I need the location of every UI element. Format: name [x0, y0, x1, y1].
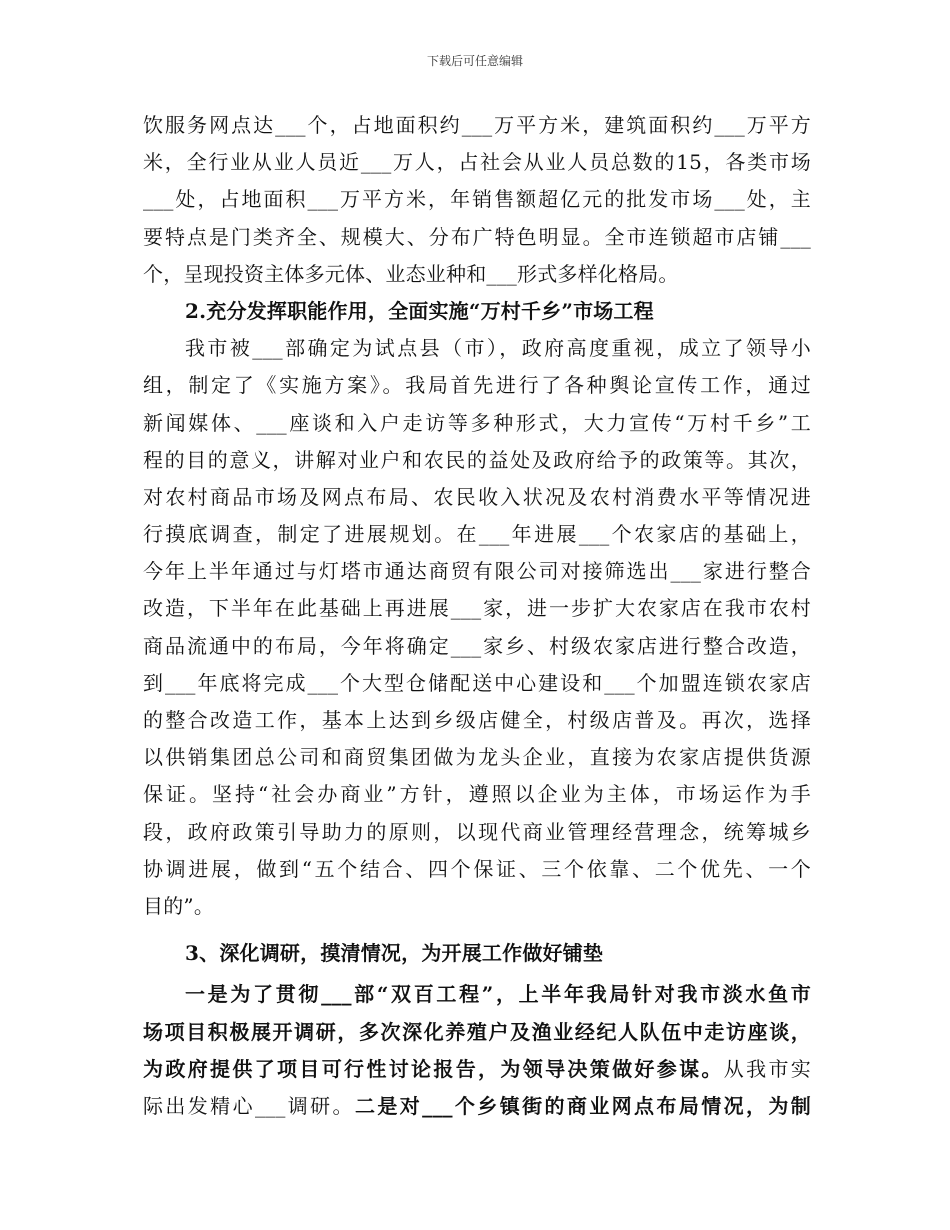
body-line: 组，制定了《实施方案》。我局首先进行了各种舆论宣传工作，通过 [143, 373, 811, 398]
body-line: 我市被___部确定为试点县（市），政府高度重视，成立了领导小 [185, 336, 811, 361]
page-header: 下载后可任意编辑 [426, 54, 523, 68]
body-line: 程的目的意义，讲解对业户和农民的益处及政府给予的政策等。其次， [143, 447, 811, 472]
normal-segment: 际出发精心___调研。 [143, 1093, 355, 1118]
body-line: 段，政府政策引导助力的原则，以现代商业管理经营理念，统筹城乡 [143, 819, 811, 844]
body-line: 对农村商品市场及网点布局、农民收入状况及农村消费水平等情况进 [143, 484, 811, 509]
bold-segment: 为政府提供了项目可行性讨论报告，为领导决策做好参谋。 [143, 1056, 724, 1081]
body-line: 商品流通中的布局，今年将确定___家乡、村级农家店进行整合改造， [143, 633, 811, 658]
body-line: 米，全行业从业人员近___万人，占社会从业人员总数的15，各类市场 [143, 150, 811, 175]
body-line-mixed [143, 1051, 811, 1088]
body-line: 行摸底调查，制定了进展规划。在___年进展___个农家店的基础上， [143, 522, 811, 547]
body-line: 今年上半年通过与灯塔市通达商贸有限公司对接筛选出___家进行整合 [143, 559, 811, 584]
body-line-bold: 场项目积极展开调研，多次深化养殖户及渔业经纪人队伍中走访座谈， [143, 1019, 811, 1044]
body-line: 要特点是门类齐全、规模大、分布广特色明显。全市连锁超市店铺___ [143, 224, 811, 249]
body-line: 以供销集团总公司和商贸集团做为龙头企业，直接为农家店提供货源 [143, 745, 811, 770]
body-line: 协调进展，做到“五个结合、四个保证、三个依靠、二个优先、一个 [143, 856, 811, 881]
body-line: ___处，占地面积___万平方米，年销售额超亿元的批发市场___处，主 [143, 187, 811, 212]
body-line: 到___年底将完成___个大型仓储配送中心建设和___个加盟连锁农家店 [143, 670, 811, 695]
body-line: 饮服务网点达___个，占地面积约___万平方米，建筑面积约___万平方 [143, 113, 811, 137]
section-heading: 3、深化调研，摸清情况，为开展工作做好铺垫 [185, 941, 604, 966]
body-line-mixed [143, 1088, 811, 1125]
body-line: 目的”。 [143, 893, 215, 918]
body-line: 新闻媒体、___座谈和入户走访等多种形式，大力宣传“万村千乡”工 [143, 410, 811, 435]
section-heading: 2.充分发挥职能作用，全面实施“万村千乡”市场工程 [185, 298, 654, 323]
body-line-bold: 一是为了贯彻___部“双百工程”，上半年我局针对我市淡水鱼市 [185, 982, 811, 1007]
document-body [143, 107, 811, 1125]
body-line: 个，呈现投资主体多元体、业态业种和___形式多样化格局。 [143, 261, 679, 286]
bold-segment: 二是对___个乡镇街的商业网点布局情况，为制 [354, 1093, 811, 1118]
body-line: 的整合改造工作，基本上达到乡级店健全，村级店普及。再次，选择 [143, 708, 811, 732]
body-line: 保证。坚持“社会办商业”方针，遵照以企业为主体，市场运作为手 [143, 782, 811, 807]
normal-segment: 从我市实 [723, 1056, 811, 1081]
body-line: 改造，下半年在此基础上再进展___家，进一步扩大农家店在我市农村 [143, 596, 811, 621]
